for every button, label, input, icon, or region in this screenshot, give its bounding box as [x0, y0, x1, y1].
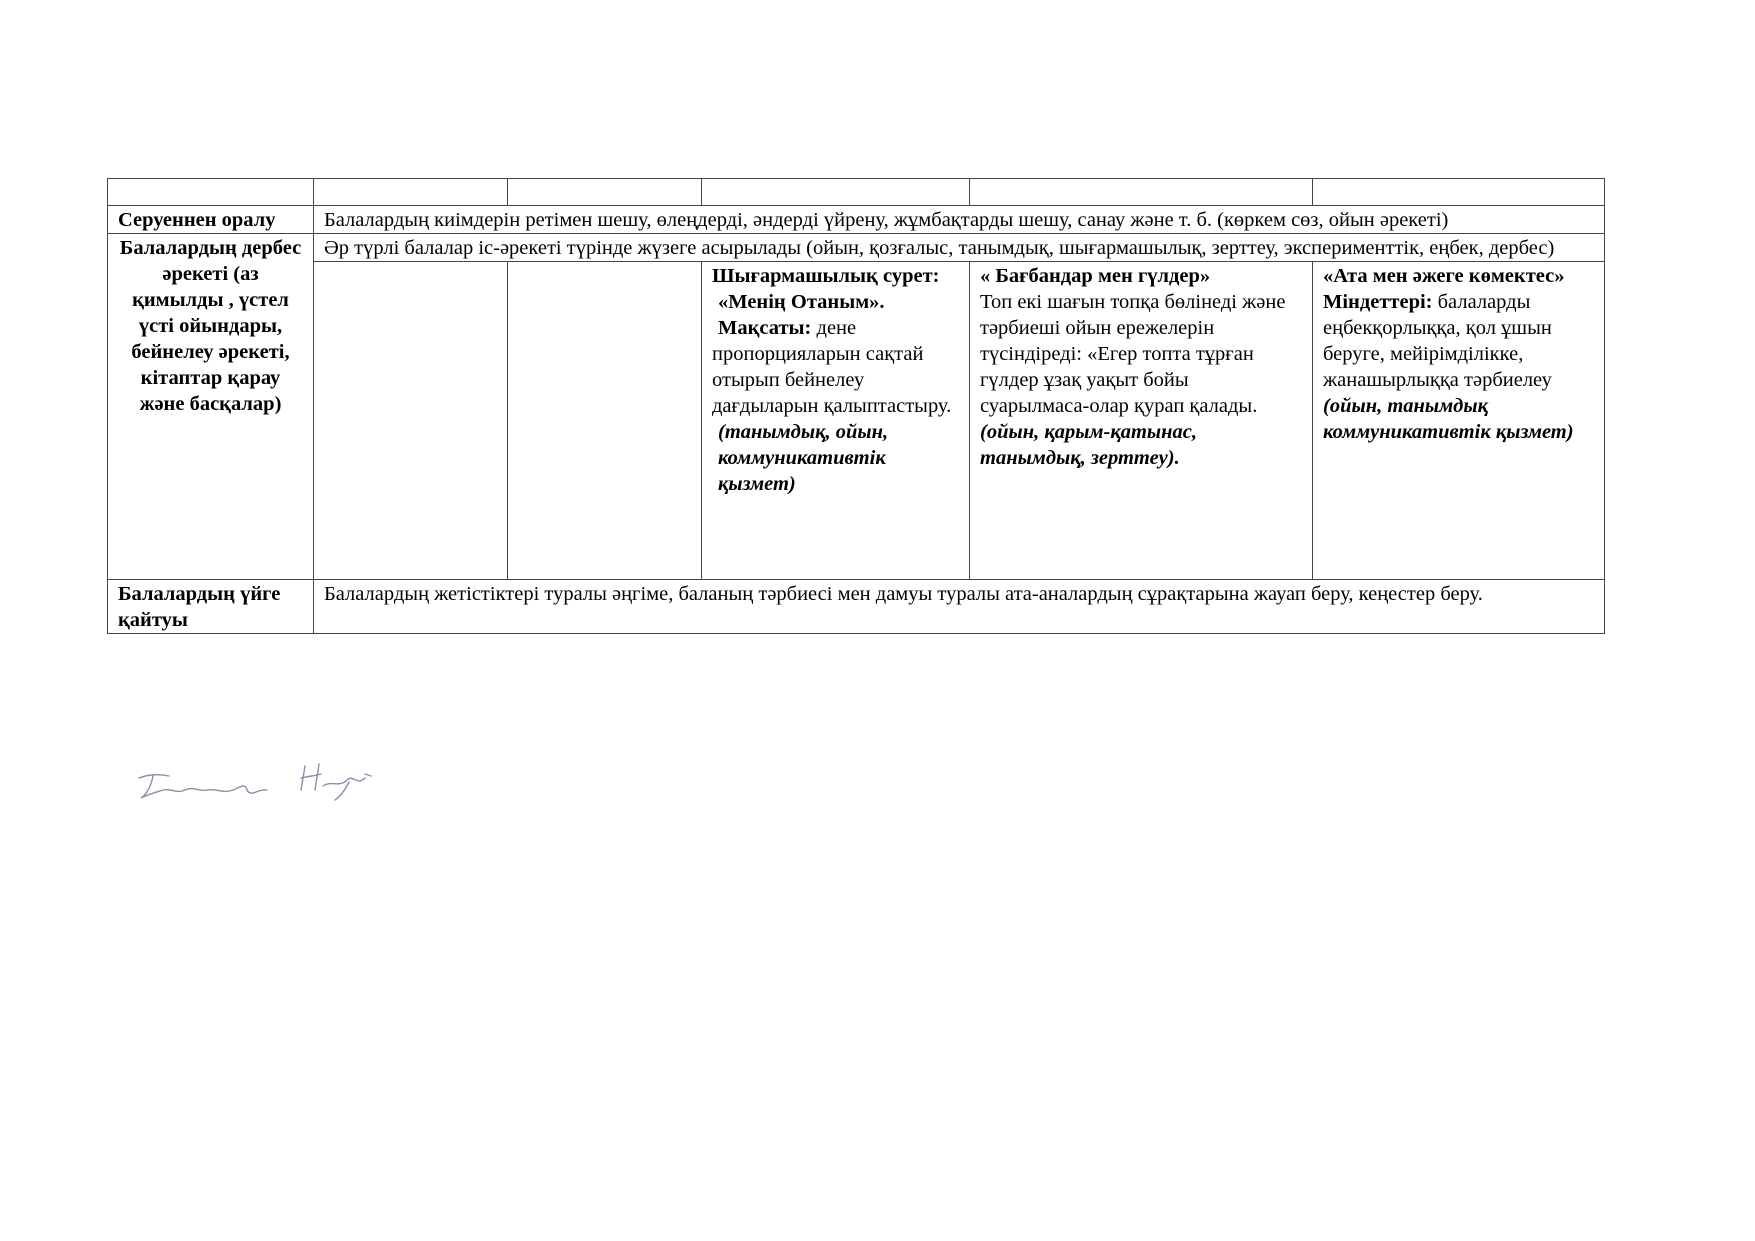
activity-type: (танымдық, ойын, коммуникативтік қызмет): [718, 421, 889, 495]
goal-label: Міндеттері:: [1323, 291, 1433, 313]
empty-cell: [1313, 179, 1605, 206]
row-label-independent-activity: Балалардың дербес әрекеті (аз қимылды , үстел үсті ойындары, бейнелеу әрекеті, кітаптар қарау және басқалар): [108, 234, 314, 580]
activity-title: «Ата мен әжеге көмектес»: [1323, 265, 1565, 287]
activity-cell-help-grandparents: [1313, 262, 1605, 580]
schedule-table: [107, 178, 1605, 634]
empty-cell: [314, 179, 508, 206]
activity-type: (ойын, танымдық коммуникативтік қызмет): [1323, 395, 1574, 443]
goal-text: дене пропорцияларын сақтай отырып бейнелеу дағдыларын қалыптастыру.: [712, 317, 952, 417]
activity-subtitle: «Менің Отаным».: [718, 291, 885, 313]
activity-text: Топ екі шағын топқа бөлінеді және тәрбиеші ойын ережелерін түсіндіреді: «Егер топта тұрған гүлдер ұзақ уақыт бойы суарылмаса-олар қурап қалады.: [980, 291, 1286, 417]
row-text-going-home: Балалардың жетістіктері туралы әңгіме, баланың тәрбиесі мен дамуы туралы ата-аналардың сұрақтарына жауап беру, кеңестер беру.: [314, 580, 1605, 634]
row-label-going-home: Балалардың үйге қайтуы: [108, 580, 314, 634]
goal-text: балаларды еңбекқорлыққа, қол ұшын беруге, мейірімділікке, жанашырлыққа тәрбиелеу: [1323, 291, 1552, 391]
header-empty-row: [108, 179, 1605, 206]
row-text-independent-activity: Әр түрлі балалар іс-әрекеті түрінде жүзеге асырылады (ойын, қозғалыс, танымдық, шығармашылық, зерттеу, эксперименттік, еңбек, дербес): [314, 234, 1605, 262]
table-row: [108, 580, 1605, 634]
empty-cell: [508, 262, 702, 580]
row-label-return-from-walk: Серуеннен оралу: [108, 206, 314, 234]
empty-cell: [314, 262, 508, 580]
signature-word-stroke: [139, 775, 267, 798]
goal-label: Мақсаты:: [718, 317, 812, 339]
empty-cell: [970, 179, 1313, 206]
table-row: [108, 206, 1605, 234]
row-text-return-from-walk: Балалардың киімдерін ретімен шешу, өлеңдерді, әндерді үйрену, жұмбақтарды шешу, санау және т. б. (көркем сөз, ойын әрекеті): [314, 206, 1605, 234]
activity-cell-gardeners: [970, 262, 1313, 580]
activity-title: Шығармашылық сурет:: [712, 265, 940, 287]
table-row: [108, 234, 1605, 262]
activity-cell-drawing: [702, 262, 970, 580]
table-row: [108, 262, 1605, 580]
empty-cell: [508, 179, 702, 206]
signature-initials-stroke: [301, 764, 371, 800]
activity-type: (ойын, қарым-қатынас, танымдық, зерттеу).: [980, 421, 1197, 469]
empty-cell: [108, 179, 314, 206]
activity-title: « Бағбандар мен гүлдер»: [980, 265, 1211, 287]
handwritten-signature: [135, 760, 385, 810]
empty-cell: [702, 179, 970, 206]
